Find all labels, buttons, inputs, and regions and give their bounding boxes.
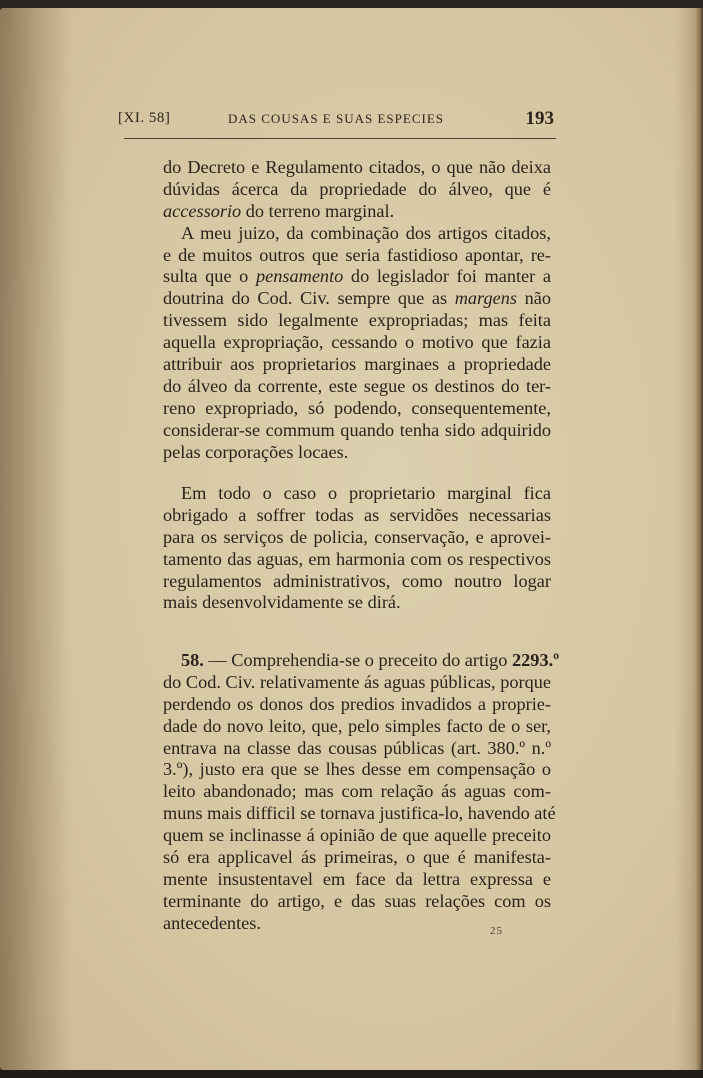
running-title: DAS COUSAS E SUAS ESPECIES xyxy=(228,111,444,126)
text-line: do álveo da corrente, este segue os destinos do ter- xyxy=(163,375,551,396)
italic-term: margens xyxy=(454,288,517,309)
text-line: attribuir aos proprietarios marginaes a propriedade xyxy=(163,354,551,375)
text-line: 3.º), justo era que se lhes desse em compensação o xyxy=(163,759,551,780)
text-line: sulta que o pensamento do legislador foi manter a xyxy=(163,266,551,287)
text-line: pelas corporações locaes. xyxy=(163,441,349,462)
text-line: mente insustentavel em face da lettra expressa e xyxy=(163,868,551,889)
text-line: regulamentos administrativos, como noutro logar xyxy=(163,570,551,591)
text-line: dúvidas ácerca da propriedade do álveo, que é xyxy=(163,178,551,199)
text-line: accessorio do terreno marginal. xyxy=(163,200,395,221)
text-line: dade do novo leito, que, pelo simples facto de o ser, xyxy=(163,715,551,736)
text-line: reno expropriado, só podendo, consequentemente, xyxy=(163,397,551,418)
text-line: aquella expropriação, cessando o motivo que fazia xyxy=(163,332,551,353)
text-line: para os serviços de policia, conservação, e aprovei- xyxy=(163,526,551,547)
text-line: perdendo os donos dos predios invadidos a proprie- xyxy=(163,693,551,714)
paragraph-4 xyxy=(163,650,560,935)
article-number: 2293.º xyxy=(512,650,560,670)
text-line: obrigado a soffrer todas as servidões necessarias xyxy=(163,504,551,525)
text-line: 58. — Comprehendia-se o preceito do artigo 2293.º xyxy=(181,650,560,670)
text-line: do Cod. Civ. relativamente ás aguas públicas, porque xyxy=(163,671,551,692)
text-line: entrava na classe das cousas públicas (art. 380.º n.º xyxy=(163,737,551,758)
text-line: tamento das aguas, em harmonia com os respectivos xyxy=(163,548,551,569)
italic-term: pensamento xyxy=(255,266,344,287)
text-line: A meu juizo, da combinação dos artigos citados, xyxy=(181,222,551,243)
signature-mark: 25 xyxy=(490,925,503,937)
running-header xyxy=(118,110,554,134)
text-line: do Decreto e Regulamento citados, o que não deixa xyxy=(163,157,551,177)
text-line: mais desenvolvidamente se dirá. xyxy=(163,592,401,613)
text-line: terminante do artigo, e das suas relações com os xyxy=(163,890,551,911)
text-line: tivessem sido legalmente expropriadas; mas feita xyxy=(163,310,551,331)
text-line: considerar-se commum quando tenha sido adquirido xyxy=(163,419,551,440)
header-rule xyxy=(124,138,556,139)
text-line: e de muitos outros que seria fastidioso apontar, re- xyxy=(163,244,551,265)
text-line: quem se inclinasse á opinião de que aquelle preceito xyxy=(163,825,551,846)
paragraph-1 xyxy=(163,157,551,463)
italic-term: accessorio xyxy=(163,200,242,221)
text-line: só era applicavel ás primeiras, o que é manifesta- xyxy=(163,847,551,868)
text-line: antecedentes. xyxy=(163,912,261,933)
page-number: 193 xyxy=(525,108,554,129)
scan-bottom-edge xyxy=(0,1070,703,1078)
paragraph-3 xyxy=(163,483,551,614)
text-line: Em todo o caso o proprietario marginal fica xyxy=(181,483,551,503)
text-line: doutrina do Cod. Civ. sempre que as margens não xyxy=(163,288,552,309)
section-number: 58. xyxy=(181,650,204,670)
page-edge xyxy=(695,8,703,1070)
text-line: leito abandonado; mas com relação ás aguas com- xyxy=(163,781,551,802)
section-reference: [XI. 58] xyxy=(118,110,171,126)
text-line: muns mais difficil se tornava justifica-lo, havendo até xyxy=(163,803,556,824)
gutter-shadow xyxy=(0,8,68,1070)
